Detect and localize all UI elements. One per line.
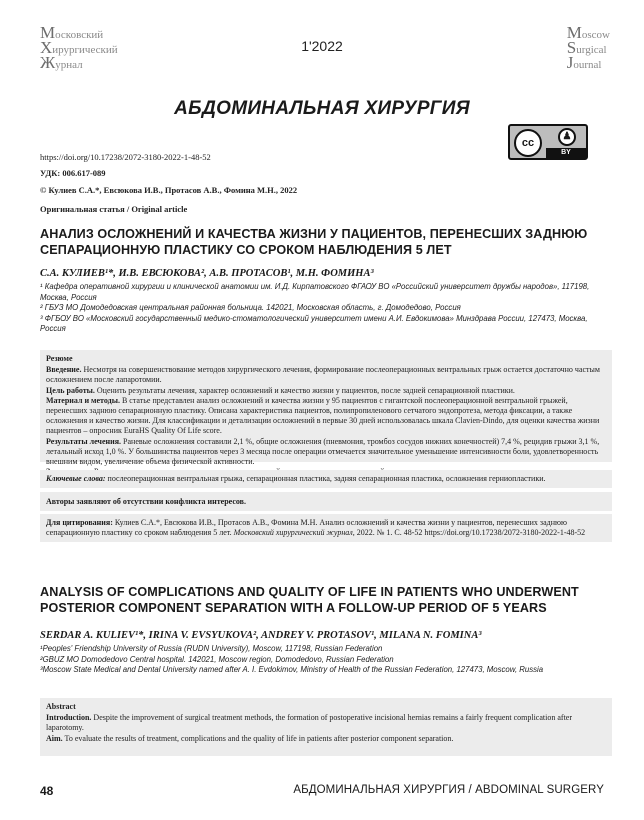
keywords-ru: Ключевые слова: послеоперационная вентральная грыжа, сепарационная пластика, задняя сепарационная пластика, осложнения герниопластики. [40,470,612,488]
title-en: ANALYSIS OF COMPLICATIONS AND QUALITY OF LIFE IN PATIENTS WHO UNDERWENT POSTERIOR COMPONENT SEPARATION WITH A FOLLOW-UP PERIOD OF 5 YEARS [40,585,579,615]
title-ru: АНАЛИЗ ОСЛОЖНЕНИЙ И КАЧЕСТВА ЖИЗНИ У ПАЦИЕНТОВ, ПЕРЕНЕСШИХ ЗАДНЮЮ СЕПАРАЦИОННУЮ ПЛАСТИКУ СО СРОКОМ НАБЛЮДЕНИЯ 5 ЛЕТ [40,227,588,257]
doi-link[interactable]: https://doi.org/10.17238/2072-3180-2022-1-48-52 [40,152,211,162]
person-icon: ♟ [558,128,576,146]
abstract-ru-head: Резюме [46,354,73,363]
cc-license-badge[interactable] [508,124,588,160]
abstract-en-aim: Aim. To evaluate the results of treatment, complications and the quality of life in patients after posterior component separation. [46,733,454,743]
section-title: АБДОМИНАЛЬНАЯ ХИРУРГИЯ [174,98,470,119]
logo-line-3: Журнал [40,53,83,72]
abstract-ru-aim: Цель работы. Оценить результаты лечения, характер осложнений и качество жизни у пациентов, после задней сепарационной пластики. [46,385,515,395]
affiliation-ru-2: ² ГБУЗ МО Домодедовская центральная районная больница. 142021, Московская область, г. Домодедово, Россия [40,303,461,312]
affiliations-en [40,644,610,676]
abstract-ru-intro: Введение. Несмотря на совершенствование методов хирургического лечения, формирование послеоперационных вентральных грыж остается достаточно частым осложнением после лапаротомии. [46,365,600,385]
logo-line-2: Хирургический [40,38,118,57]
affiliation-en-1: ¹Peoples' Friendship University of Russia (RUDN University), Moscow, 117198, Russian Federation [40,644,383,653]
logo-en-line-2: Surgical [566,38,607,57]
issue-number: 1'2022 [301,38,343,54]
article-type: Оригинальная статья / Original article [40,204,188,214]
abstract-en-head: Abstract [46,702,76,711]
by-label: BY [546,148,586,158]
abstract-en-intro: Introduction. Despite the improvement of surgical treatment methods, the formation of postoperative incisional hernias remains a fairly frequent complication after laparotomy. [46,713,573,733]
authors-en: SERDAR A. KULIEV¹*, IRINA V. EVSYUKOVA², ANDREY V. PROTASOV¹, MILANA N. FOMINA³ [40,630,482,641]
conflict-statement: Авторы заявляют об отсутствии конфликта интересов. [40,492,612,511]
affiliation-ru-1: ¹ Кафедра оперативной хирургии и клинической анатомии им. И.Д. Кирпатовского ФГАОУ ВО «Российский университет дружбы народов», 117198, Москва, Россия [40,282,590,302]
affiliation-ru-3: ³ ФГБОУ ВО «Московский государственный медико-стоматологический университет имени А.И. Евдокимова» Минздрава России, 127473, Москва, Россия [40,313,588,333]
authors-ru: С.А. КУЛИЕВ¹*, И.В. ЕВСЮКОВА², А.В. ПРОТАСОВ¹, М.Н. ФОМИНА³ [40,268,374,279]
abstract-ru-results: Результаты лечения. Раневые осложнения составили 2,1 %, общие осложнения (пневмония, тромбоз сосудов нижних конечностей) 7,4 %, рецидив грыжи 3,1 %, летальный исход 1,0 %. У большинства пациентов через 3 месяца после операции отмечается значительное уменьшение интенсивности боли, удовлетворенность внешним видом, увеличение объема физической активности. [46,436,600,467]
abstract-ru [40,350,612,467]
abstract-ru-methods: Материал и методы. В статье представлен анализ осложнений и качества жизни у 95 пациентов с гигантской послеоперационной вентральной грыжей, перенесших заднюю сепарационную пластику. Описана характеристика пациентов, полипропиленового сетчатого эндопротеза, метода фиксации, а также осложнения и качество жизни. Для классификации и детализации осложнений в первые 30 дней использовалась шкала Clavien-Dindo, для оценки качества жизни пациентов – опросник EuraHS Quality Of Life score. [46,395,600,436]
page-number: 48 [40,784,54,798]
logo-en-line-3: Journal [566,53,602,72]
abstract-en [40,698,612,756]
affiliations-ru [40,282,610,335]
citation-block: Для цитирования: Кулиев С.А.*, Евсюкова И.В., Протасов А.В., Фомина М.Н. Анализ осложнений и качества жизни у пациентов, перенесших заднюю сепарационную пластику со сроком наблюдения 5 лет. Московский хирургический журнал, 2022. № 1. С. 48-52 https://doi.org/10.17238/2072-3180-2022-1-48-52 [40,514,612,542]
logo-en-line-1: Moscow [566,23,610,42]
affiliation-en-3: ³Moscow State Medical and Dental University named after A. I. Evdokimov, Ministry of Health of the Russian Federation, 127473, Moscow, Russia [40,665,544,674]
journal-logo-en [566,23,610,72]
copyright: © Кулиев С.А.*, Евсюкова И.В., Протасов А.В., Фомина М.Н., 2022 [40,185,298,195]
affiliation-en-2: ²GBUZ MO Domodedovo Central hospital. 142021, Moscow region, Domodedovo, Russian Federation [40,654,394,664]
cc-icon: cc [514,129,542,157]
footer-section-name: АБДОМИНАЛЬНАЯ ХИРУРГИЯ / ABDOMINAL SURGERY [293,784,604,796]
logo-line-1: Московский [40,23,104,42]
udk-code: УДК: 006.617-089 [40,168,106,178]
